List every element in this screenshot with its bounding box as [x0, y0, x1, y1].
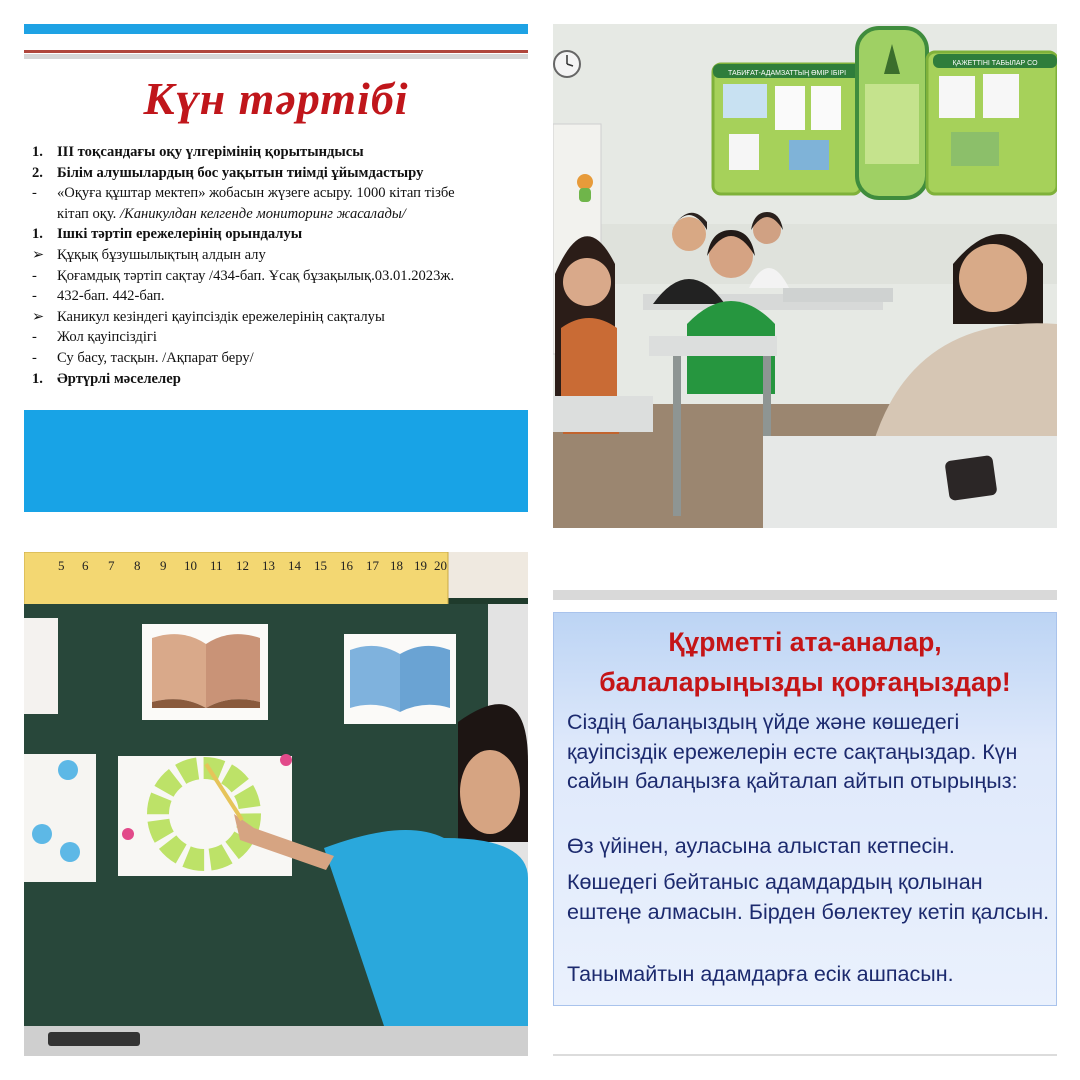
svg-text:5: 5	[58, 558, 65, 573]
flower-poster	[118, 754, 292, 876]
agenda-list	[32, 142, 528, 389]
svg-text:15: 15	[314, 558, 327, 573]
list-item: ➢ Каникул кезіндегі қауіпсіздік ережелерінің сақталуы	[32, 308, 385, 325]
list-item: 1. Әртүрлі мәселелер	[32, 370, 181, 387]
bottom-grey-line	[553, 1054, 1057, 1056]
svg-text:19: 19	[414, 558, 427, 573]
message-paragraph: Сіздің балаңыздың үйде және көшедегі қауіпсіздік ережелерін есте сақтаңыздар. Күн сайын балаңызға қайталап айтып отырыңыз:	[567, 710, 1018, 793]
agenda-slide	[24, 24, 528, 512]
info-stand-right	[927, 52, 1057, 194]
list-item: 1. ІІІ тоқсандағы оқу үлгерімінің қорытындысы	[32, 144, 364, 160]
info-stand-center	[857, 28, 927, 198]
svg-text:8: 8	[134, 558, 141, 573]
clock-icon	[554, 51, 580, 77]
list-item: ➢ Құқық бұзушылықтың алдын алу	[32, 246, 266, 263]
list-item: - Қоғамдық тәртіп сақтау /434-бап. Ұсақ бұзақылық.03.01.2023ж.	[32, 267, 455, 284]
svg-text:9: 9	[160, 558, 167, 573]
message-heading: Құрметті ата-аналар, балаларыңызды қорғаңыздар!	[599, 627, 1011, 697]
red-divider	[24, 50, 528, 53]
smartphone-icon	[944, 455, 997, 501]
list-item: кітап оқу. /Каникулдан келгенде мониторинг жасалады/	[57, 205, 406, 222]
svg-text:20: 20	[434, 558, 447, 573]
top-blue-bar	[24, 24, 528, 34]
message-paragraph: Көшедегі бейтаныс адамдардың қолынан ештеңе алмасын. Бірден бөлектеу кетіп қалсын.	[567, 870, 1050, 924]
parents-message-slide	[553, 590, 1057, 1056]
svg-text:ҚАЖЕТТІНІ ТАБЫЛАР СО: ҚАЖЕТТІНІ ТАБЫЛАР СО	[952, 60, 1038, 67]
svg-text:12: 12	[236, 558, 249, 573]
svg-text:11: 11	[210, 558, 223, 573]
svg-text:13: 13	[262, 558, 275, 573]
svg-text:ТАБИҒАТ-АДАМЗАТТЫҢ ӨМІР ІБІРІ: ТАБИҒАТ-АДАМЗАТТЫҢ ӨМІР ІБІРІ	[727, 70, 847, 77]
board-photo	[24, 552, 528, 1056]
list-item: - 432-бап. 442-бап.	[32, 288, 165, 305]
board-illustration	[24, 552, 528, 1056]
ruler	[24, 552, 448, 606]
info-stand-left	[713, 64, 861, 194]
svg-text:7: 7	[108, 558, 115, 573]
list-item: - Жол қауіпсіздігі	[32, 329, 157, 346]
list-item: 1. Ішкі тәртіп ережелерінің орындалуы	[32, 226, 303, 243]
classroom-illustration	[553, 24, 1057, 528]
message-paragraph: Өз үйінен, ауласына алыстап кетпесін.	[567, 834, 955, 858]
agenda-title: Күн тәртібі	[143, 73, 409, 124]
svg-text:17: 17	[366, 558, 379, 573]
list-item: - «Оқуға құштар мектеп» жобасын жүзеге асыру. 1000 кітап тізбе	[32, 185, 455, 202]
list-item: 2. Білім алушылардың бос уақытын тиімді ұйымдастыру	[32, 164, 424, 181]
svg-text:16: 16	[340, 558, 353, 573]
message-paragraph: Танымайтын адамдарға есік ашпасын.	[567, 962, 954, 986]
svg-text:10: 10	[184, 558, 197, 573]
svg-text:14: 14	[288, 558, 301, 573]
svg-text:6: 6	[82, 558, 89, 573]
grey-divider	[24, 54, 528, 59]
top-grey-bar	[553, 590, 1057, 600]
book-picture	[142, 624, 268, 720]
svg-text:18: 18	[390, 558, 403, 573]
list-item: - Су басу, тасқын. /Ақпарат беру/	[32, 349, 254, 366]
bottom-blue-bar	[24, 410, 528, 512]
book-picture	[344, 634, 456, 724]
classroom-photo	[553, 24, 1057, 528]
